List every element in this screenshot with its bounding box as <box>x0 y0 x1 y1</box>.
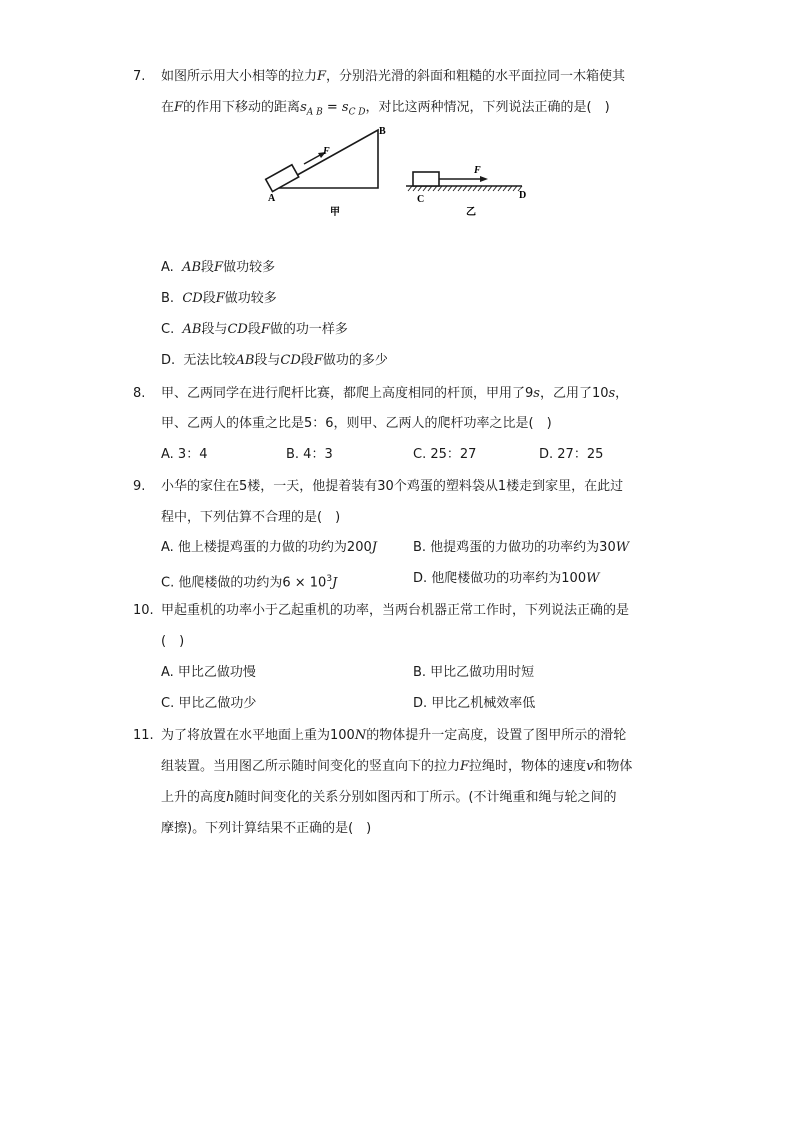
option-D[interactable] <box>413 569 599 589</box>
math-var: F <box>317 69 327 84</box>
text: 在 <box>161 100 175 115</box>
text: 组装置。当用图乙所示随时间变化的竖直向下的拉力 <box>161 759 461 774</box>
question-text-line-1: 甲起重机的功率小于乙起重机的功率，当两台机器正常工作时，下列说法正确的是 <box>161 603 630 618</box>
wooden-box-on-floor <box>413 172 439 186</box>
text: ，对比这两种情况，下列说法正确的是( ) <box>365 100 610 115</box>
option-D[interactable]: D. 甲比乙机械效率低 <box>413 696 536 711</box>
text: 段 <box>201 260 215 275</box>
text: 和物体 <box>593 759 633 774</box>
label-B: B <box>379 126 386 137</box>
label-C: C <box>417 194 425 205</box>
option-C[interactable] <box>161 569 337 593</box>
option-A[interactable]: A. 3：4 <box>161 447 208 462</box>
question-text-line-1 <box>161 384 628 404</box>
math-var: F <box>215 291 225 306</box>
math-var: F <box>174 100 184 115</box>
text: 如图所示用大小相等的拉力 <box>161 69 318 84</box>
question-text-line-4: 摩擦)。下列计算结果不正确的是( ) <box>161 821 372 836</box>
unit: W <box>586 571 600 586</box>
question-number: 7. <box>133 69 146 84</box>
math-var: CD <box>280 353 301 368</box>
option-letter: C. <box>161 322 175 337</box>
text: 做功较多 <box>223 260 276 275</box>
math-var: AB <box>182 260 202 275</box>
question-number: 9. <box>133 479 146 494</box>
option-A[interactable]: A. 甲比乙做功慢 <box>161 665 256 680</box>
question-number: 10. <box>133 603 154 618</box>
text: 随时间变化的关系分别如图丙和丁所示。(不计绳重和绳与轮之间的 <box>234 790 617 805</box>
text: ，分别沿光滑的斜面和粗糙的水平面拉同一木箱使其 <box>326 69 626 84</box>
text: 做功较多 <box>224 291 277 306</box>
label-F-incline: F <box>323 146 330 157</box>
question-text-line-2 <box>161 98 610 123</box>
unit: s <box>533 386 540 401</box>
question-text-line-1 <box>161 67 625 87</box>
math-op: = <box>322 100 342 115</box>
text: 为了将放置在水平地面上重为100 <box>161 728 355 743</box>
arrow-head-icon <box>480 176 488 182</box>
text: ，乙用了10 <box>539 386 609 401</box>
text: 甲、乙两同学在进行爬杆比赛，都爬上高度相同的杆顶，甲用了9 <box>161 386 534 401</box>
text: 拉绳时，物体的速度 <box>469 759 587 774</box>
option-letter: B. <box>161 291 175 306</box>
unit: s <box>608 386 616 401</box>
math-var: AB <box>235 353 255 368</box>
text: A. 他上楼提鸡蛋的力做的功约为200 <box>161 540 372 555</box>
question-text-line-2: ( ) <box>161 634 185 649</box>
figure-incline-and-floor <box>260 122 540 222</box>
text: C. 他爬楼做的功约为6 × 10 <box>161 575 327 591</box>
text: 无法比较 <box>183 353 236 368</box>
math-subscript: C D <box>348 107 366 118</box>
text: ， <box>615 386 629 401</box>
option-C[interactable] <box>161 320 348 340</box>
math-var: s <box>341 100 349 115</box>
question-text-line-1: 小华的家住在5楼，一天，他提着装有30个鸡蛋的塑料袋从1楼走到家里，在此过 <box>161 479 624 494</box>
caption-jia: 甲 <box>330 207 340 218</box>
question-text-line-3 <box>161 788 616 808</box>
text: 上升的高度 <box>161 790 227 805</box>
text: 的物体提升一定高度，设置了图甲所示的滑轮 <box>366 728 627 743</box>
math-var: F <box>214 260 224 275</box>
text: 的作用下移动的距离 <box>183 100 301 115</box>
unit: J <box>371 540 377 555</box>
question-text-line-2: 程中，下列估算不合理的是( ) <box>161 510 341 525</box>
math-var: CD <box>182 291 203 306</box>
option-B[interactable]: B. 4：3 <box>286 447 333 462</box>
math-var: F <box>313 353 323 368</box>
math-var: AB <box>182 322 202 337</box>
option-B[interactable] <box>413 538 629 558</box>
text: B. 他提鸡蛋的力做功的功率约为30 <box>413 540 616 555</box>
option-D[interactable] <box>161 351 388 371</box>
text: D. 他爬楼做功的功率约为100 <box>413 571 587 586</box>
question-text-line-1 <box>161 726 626 746</box>
math-var: CD <box>227 322 248 337</box>
question-text-line-2 <box>161 757 632 777</box>
text: 段 <box>247 322 261 337</box>
unit: N <box>354 728 367 743</box>
option-C[interactable]: C. 甲比乙做功少 <box>161 696 257 711</box>
option-B[interactable]: B. 甲比乙做功用时短 <box>413 665 535 680</box>
option-C[interactable]: C. 25：27 <box>413 447 477 462</box>
question-number: 8. <box>133 386 146 401</box>
math-subscript: A B <box>306 107 323 118</box>
label-F-floor: F <box>474 165 481 176</box>
text: 做的功一样多 <box>269 322 348 337</box>
option-letter: D. <box>161 353 176 368</box>
text: 做功的多少 <box>322 353 388 368</box>
question-text-line-2: 甲、乙两人的体重之比是5：6，则甲、乙两人的爬杆功率之比是( ) <box>161 416 552 431</box>
text: 段 <box>300 353 314 368</box>
unit: W <box>615 540 630 555</box>
option-B[interactable] <box>161 289 277 309</box>
option-D[interactable]: D. 27：25 <box>539 447 604 462</box>
option-letter: A. <box>161 260 174 275</box>
math-var: F <box>260 322 270 337</box>
exponent: 3 <box>326 574 333 584</box>
option-A[interactable] <box>161 538 377 558</box>
caption-yi: 乙 <box>466 207 476 218</box>
math-var: v <box>586 759 594 774</box>
label-A: A <box>268 193 276 204</box>
option-A[interactable] <box>161 258 275 278</box>
text: 段与 <box>254 353 281 368</box>
label-D: D <box>519 190 527 201</box>
text: 段 <box>202 291 216 306</box>
text: 段与 <box>201 322 228 337</box>
math-var: F <box>460 759 470 774</box>
math-var: h <box>226 790 235 805</box>
question-number: 11. <box>133 728 154 743</box>
unit: J <box>332 575 338 591</box>
math-var: s <box>300 100 307 115</box>
